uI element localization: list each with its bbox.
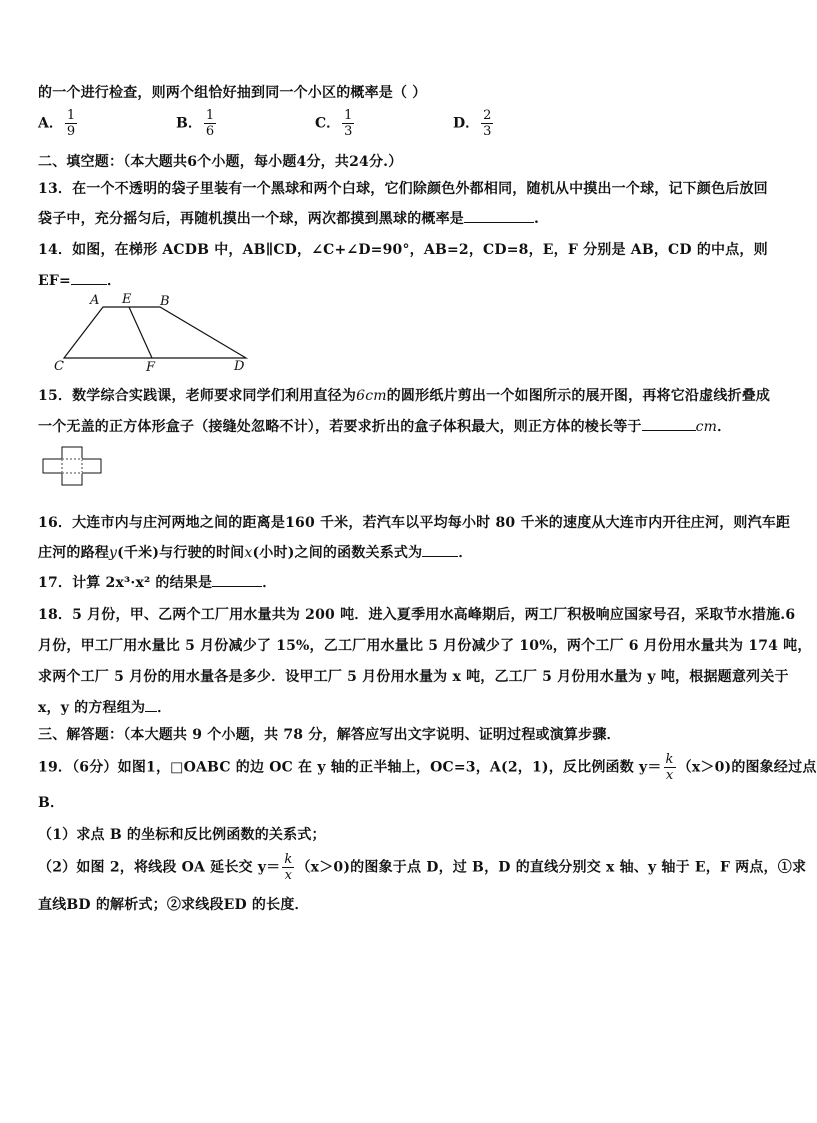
q17-line: 17．计算 2x³·x² 的结果是 ． xyxy=(38,572,276,592)
fraction: $\frac{1}{9}$ xyxy=(66,108,76,139)
q14-line-2: EF= ． xyxy=(38,270,121,290)
q15-line-2: 一个无盖的正方体形盒子（接缝处忽略不计），若要求折出的盒子体积最大，则正方体的棱长等于 cm． xyxy=(38,416,731,436)
label-c: C xyxy=(54,359,64,374)
fraction: $\frac{1}{6}$ xyxy=(205,108,215,139)
option-label: D． xyxy=(453,115,480,132)
answer-blank[interactable] xyxy=(642,416,696,431)
q12-option-d[interactable] xyxy=(453,108,495,139)
segment-ef xyxy=(129,307,152,358)
label-a: A xyxy=(90,293,100,308)
trapezoid-outline xyxy=(64,307,246,358)
q19-line-2: B． xyxy=(38,795,65,811)
q13-line-1: 13．在一个不透明的袋子里装有一个黑球和两个白球，它们除颜色外都相同，随机从中摸出一个球，记下颜色后放回 xyxy=(38,181,768,197)
q12-option-c[interactable] xyxy=(315,108,356,139)
q19-part-1: （1）求点 B 的坐标和反比例函数的关系式； xyxy=(38,827,326,843)
fraction-k-over-x: $\frac{k}{x}$ xyxy=(284,852,293,883)
section-3-header: 三、解答题：（本大题共 9 个小题，共 78 分，解答应写出文字说明、证明过程或演算步骤． xyxy=(38,727,621,743)
option-label: A． xyxy=(38,115,63,132)
q18-line-4: x，y 的方程组为 ． xyxy=(38,697,171,717)
label-b: B xyxy=(160,294,170,309)
q19-part-2: （2）如图 2，将线段 OA 延长交 y＝ $\frac{k}{x}$ （x＞0)的图象于点 D，过 B，D 的直线分别交 x 轴、y 轴于 E，F 两点，①求 xyxy=(38,852,807,883)
answer-blank[interactable] xyxy=(145,697,157,712)
q12-option-a[interactable] xyxy=(38,108,79,139)
trapezoid-figure xyxy=(50,290,260,375)
q18-line-3: 求两个工厂 5 月份的用水量各是多少．设甲工厂 5 月份用水量为 x 吨，乙工厂 5 月份用水量为 y 吨，根据题意列关于 xyxy=(38,669,789,685)
fraction: $\frac{1}{3}$ xyxy=(344,108,353,139)
q12-option-b[interactable] xyxy=(176,108,218,139)
q19-part-2-line-2: 直线BD 的解析式；②求线段ED 的长度． xyxy=(38,897,309,913)
label-d: D xyxy=(234,359,245,374)
cube-net-figure xyxy=(42,446,104,486)
option-label: C． xyxy=(315,115,341,132)
fraction-k-over-x: $\frac{k}{x}$ xyxy=(665,752,674,783)
q13-line-2: 袋子中，充分摇匀后，再随机摸出一个球，两次都摸到黑球的概率是 . xyxy=(38,208,539,228)
section-2-header: 二、填空题：（本大题共6个小题，每小题4分，共24分.） xyxy=(38,154,403,170)
q18-line-1: 18．5 月份，甲、乙两个工厂用水量共为 200 吨．进入夏季用水高峰期后，两工厂积极响应国家号召，采取节水措施.6 xyxy=(38,607,796,623)
answer-blank[interactable] xyxy=(71,270,107,285)
label-e: E xyxy=(122,292,132,307)
q14-line-1: 14．如图，在梯形 ACDB 中，AB∥CD，∠C+∠D=90°，AB=2，CD=8，E，F 分别是 AB，CD 的中点，则 xyxy=(38,242,768,258)
q15-line-1: 15．数学综合实践课，老师要求同学们利用直径为6cm的圆形纸片剪出一个如图所示的展开图，再将它沿虚线折叠成 xyxy=(38,388,771,404)
q19-line-1: 19．（6分）如图1，□OABC 的边 OC 在 y 轴的正半轴上，OC=3，A(2，1)，反比例函数 y＝ $\frac{k}{x}$ （x＞0)的图象经过点 xyxy=(38,752,817,783)
answer-blank[interactable] xyxy=(422,542,458,557)
q16-line-2: 庄河的路程y(千米)与行驶的时间x(小时)之间的函数关系式为 ． xyxy=(38,542,473,562)
q12-tail: 的一个进行检查，则两个组恰好抽到同一个小区的概率是（ ） xyxy=(38,85,427,101)
answer-blank[interactable] xyxy=(464,208,534,223)
label-f: F xyxy=(146,360,156,375)
q16-line-1: 16．大连市内与庄河两地之间的距离是160 千米，若汽车以平均每小时 80 千米的速度从大连市内开往庄河，则汽车距 xyxy=(38,515,791,531)
answer-blank[interactable] xyxy=(212,572,262,587)
option-label: B． xyxy=(176,115,202,132)
q18-line-2: 月份，甲工厂用水量比 5 月份减少了 15%，乙工厂用水量比 5 月份减少了 10%，两个工厂 6 月份用水量共为 174 吨， xyxy=(38,638,812,654)
fraction: $\frac{2}{3}$ xyxy=(483,108,492,139)
